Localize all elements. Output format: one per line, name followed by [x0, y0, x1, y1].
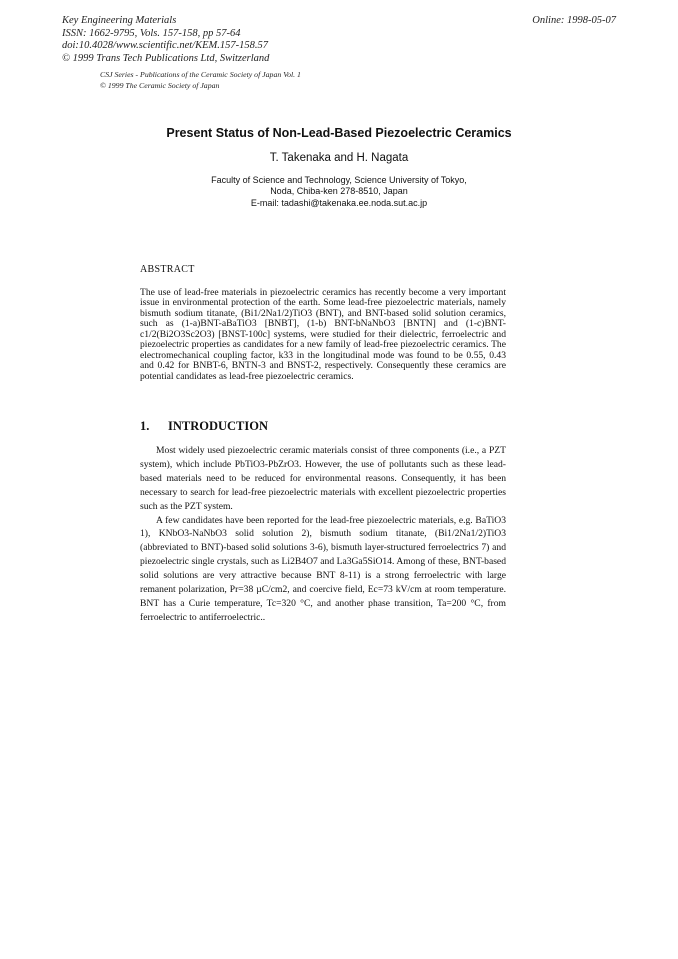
intro-paragraph-2: A few candidates have been reported for the lead-free piezoelectric materials, e.g. BaTiO3 1), KNbO3-NaNbO3 solid solution 2), bismuth sodium titanate, (Bi1/2Na1/2)TiO3 (abbreviated to BNT)-based solid solutions 3-6), bismuth layer-structured ferroelectrics 7) and piezoelectric single crystals, such as Li2B4O7 and La3Ga5SiO14. Among of these, BNT-based solid solutions are very attractive because BNT 8-11) is a strong ferroelectric with large remanent polarization, Pr=38 µC/cm2, and coercive field, Ec=73 kV/cm at room temperature. BNT has a Curie temperature, Tc=320 °C, and another phase transition, Ta=200 °C, from ferroelectric to antiferroelectric.. — [140, 514, 506, 623]
abstract-heading: ABSTRACT — [140, 264, 195, 275]
abstract-text — [140, 288, 506, 382]
issn-line: ISSN: 1662-9795, Vols. 157-158, pp 57-64 — [62, 27, 241, 39]
affiliation — [0, 175, 678, 209]
csj-series: CSJ Series - Publications of the Ceramic Society of Japan Vol. 1 — [100, 70, 301, 79]
introduction-body — [140, 444, 506, 625]
online-date: Online: 1998-05-07 — [532, 15, 616, 26]
affiliation-email: E-mail: tadashi@takenaka.ee.noda.sut.ac.jp — [250, 197, 428, 208]
affiliation-line2: Noda, Chiba-ken 278-8510, Japan — [270, 186, 408, 197]
copyright-line: © 1999 Trans Tech Publications Ltd, Switzerland — [62, 52, 270, 64]
journal-name: Key Engineering Materials — [62, 15, 177, 26]
csj-copyright: © 1999 The Ceramic Society of Japan — [100, 80, 220, 90]
paper-authors: T. Takenaka and H. Nagata — [269, 152, 409, 164]
section-title: INTRODUCTION — [168, 419, 269, 433]
doi-line: doi:10.4028/www.scientific.net/KEM.157-158.57 — [62, 40, 268, 52]
paper-title: Present Status of Non-Lead-Based Piezoelectric Ceramics — [166, 126, 512, 140]
section-heading — [140, 419, 268, 434]
journal-header — [62, 15, 269, 65]
affiliation-line1: Faculty of Science and Technology, Science University of Tokyo, — [211, 175, 467, 185]
abstract-paragraph: The use of lead-free materials in piezoelectric ceramics has recently become a very important issue in environmental protection of the earth. Some lead-free piezoelectric materials, namely bismuth sodium titanate, (Bi1/2Na1/2)TiO3 (BNT), and BNT-based solid solution ceramics, such as (1-a)BNT-aBaTiO3 [BNBT], (1-b) BNT-bNaNbO3 [BNTN] and (1-c)BNT- c1/2(Bi2O3Sc2O3) [BNST-100c] systems, were studied for their dielectric, ferroelectric and piezoelectric properties as candidates for a new family of lead-free piezoelectric ceramics. The electromechanical coupling factor, k33 in the longitudinal mode was found to be 0.55, 0.43 and 0.42 for BNBT-6, BNTN-3 and BNST-2, respectively. Consequently these ceramics are potential candidates as lead-free piezoelectric ceramics. — [140, 287, 506, 382]
section-number: 1. — [140, 419, 150, 433]
intro-paragraph-1: Most widely used piezoelectric ceramic materials consist of three components (i.e., a PZT system), which include PbTiO3-PbZrO3. However, the use of pollutants such as these lead-based materials need to be reduced for environmental reasons. Consequently, it has been necessary to search for lead-free piezoelectric materials with excellent piezoelectric properties such as the PZT system. — [140, 445, 506, 512]
csj-block — [100, 70, 301, 91]
